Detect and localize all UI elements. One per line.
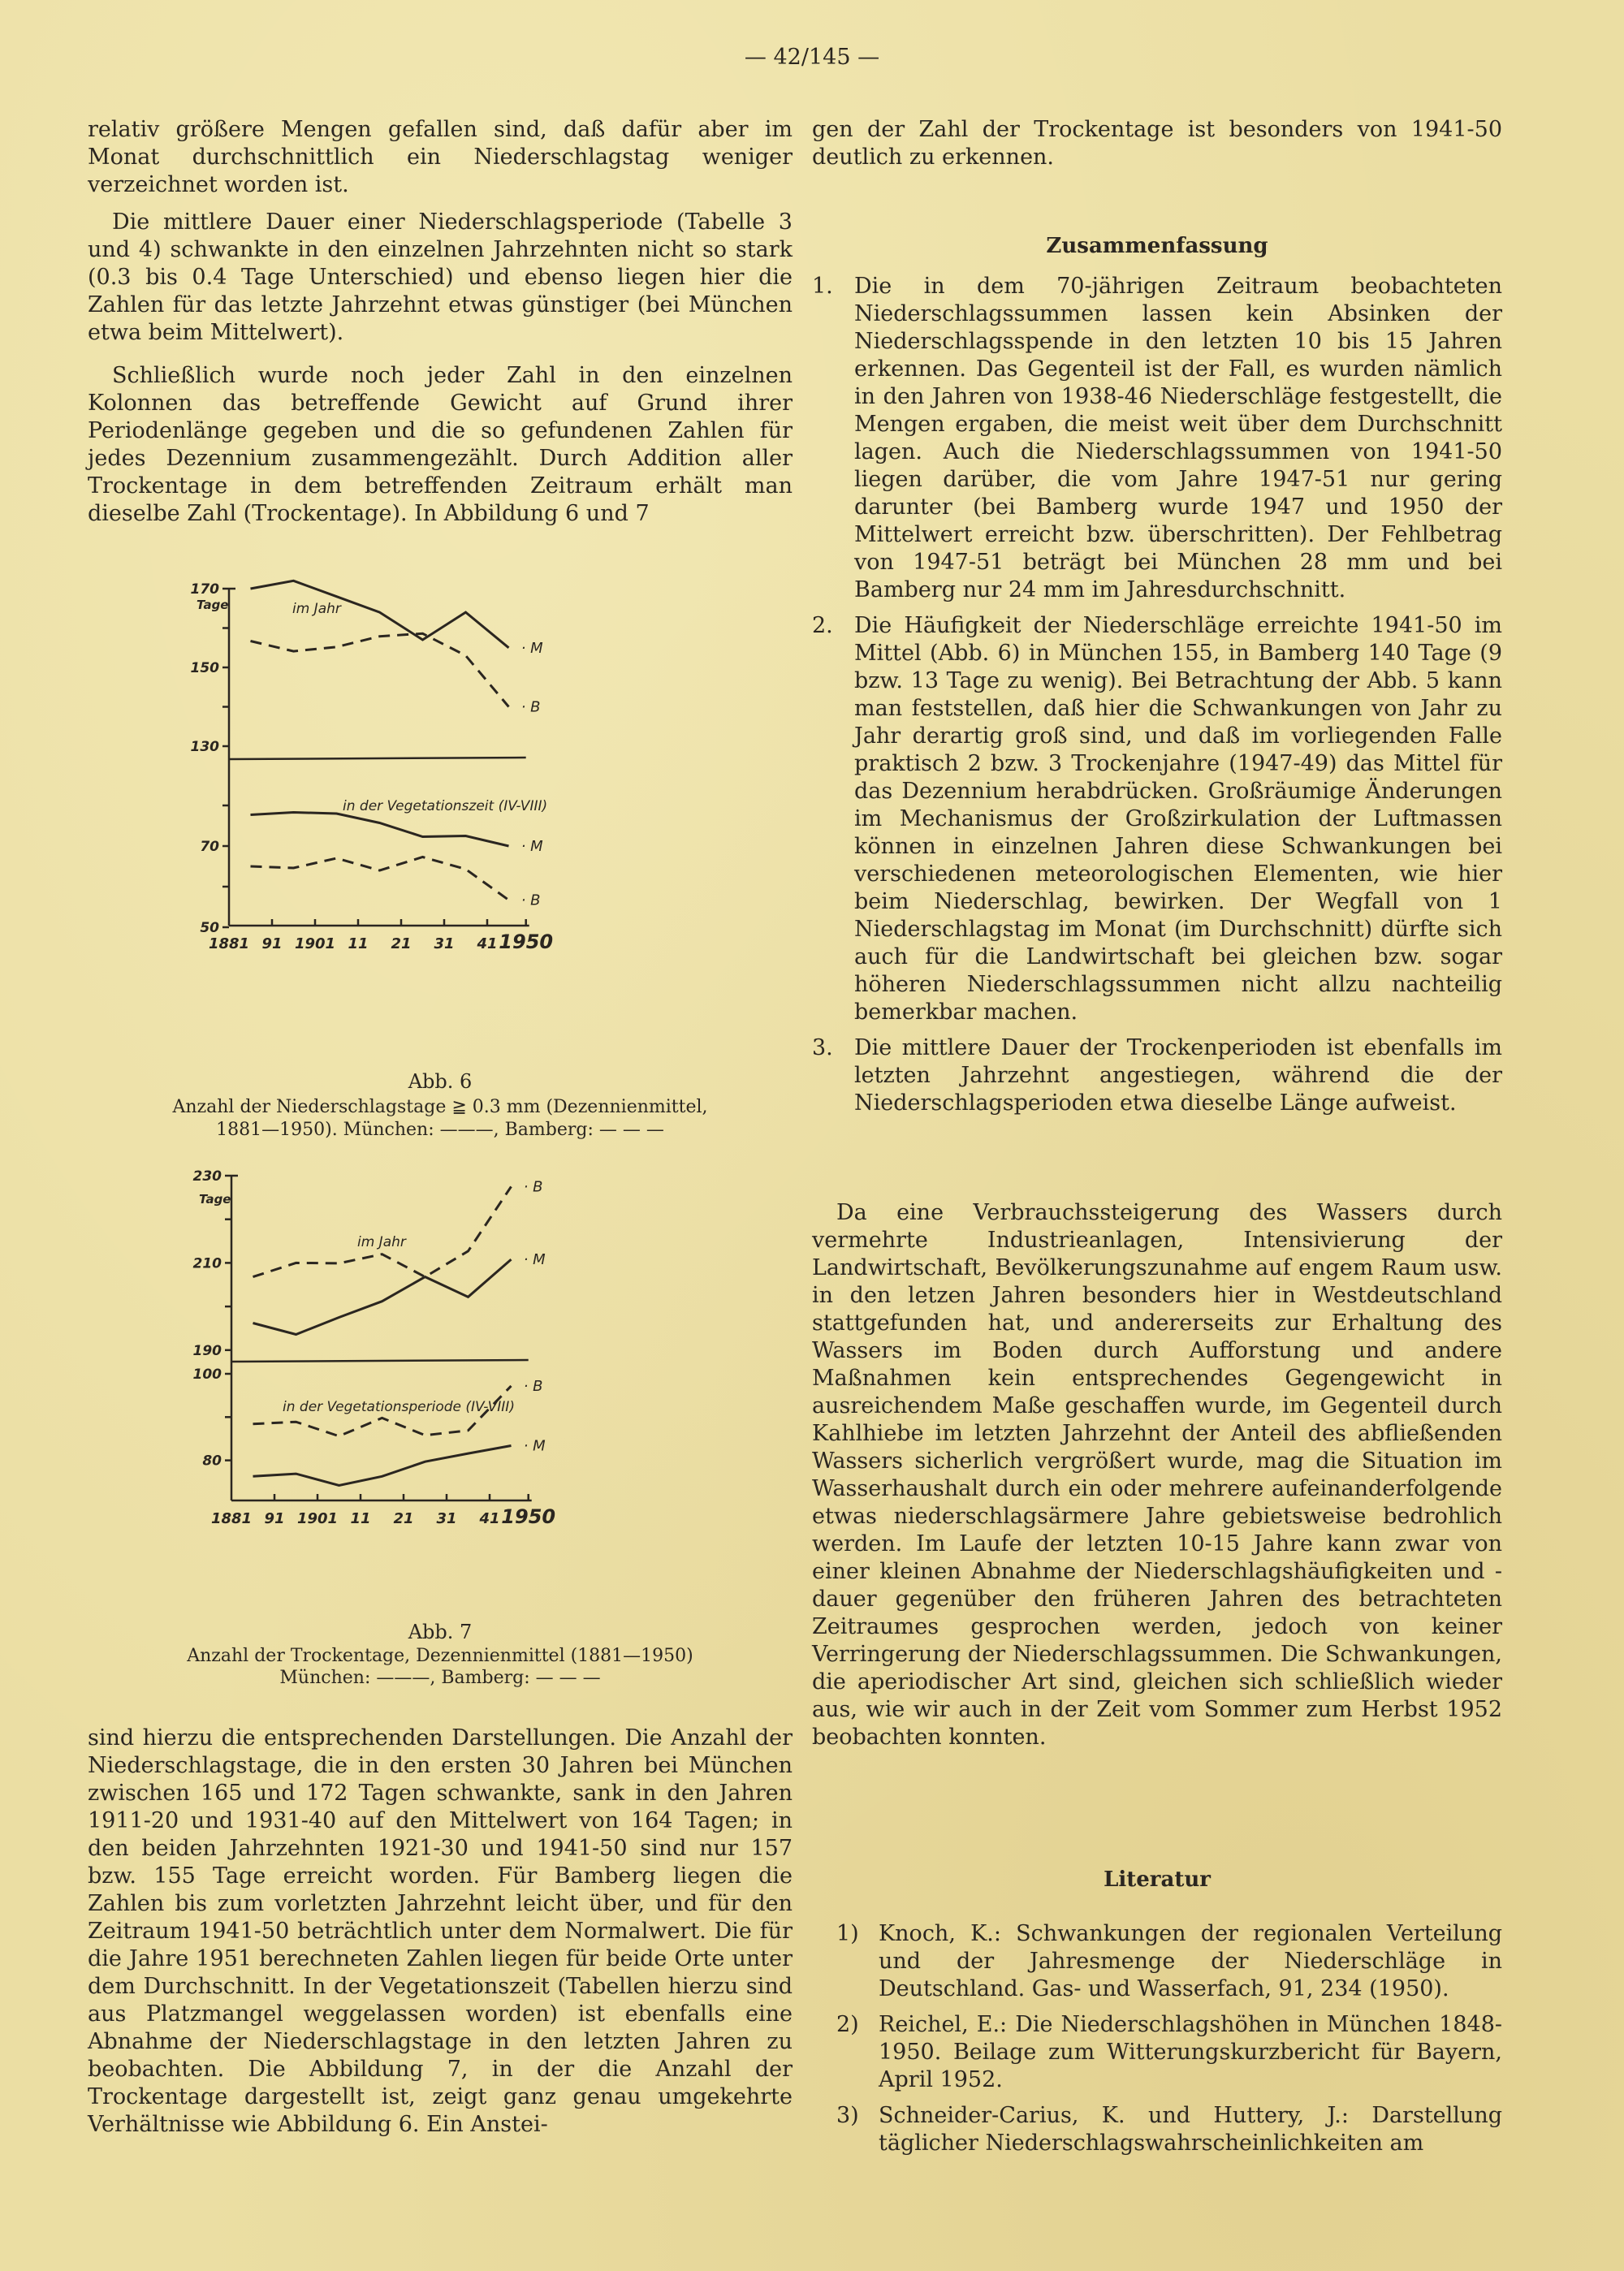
y-tick-label: 70 — [200, 839, 219, 855]
series-line-bamberg — [253, 1186, 512, 1276]
x-tick-label: 31 — [436, 1510, 457, 1527]
left-paragraph-3: Schließlich wurde noch jeder Zahl in den einzelnen Kolonnen das betreffende Gewicht auf Grund ihrer Periodenlänge gegeben und die so gefundenen Zahlen für jedes Dezennium zusammengezählt. Durch Addition aller Trockentage in dem betreffenden Zeitraum erhält man dieselbe Zahl (Trockentage). In Abbildung 6 und 7 — [88, 363, 793, 526]
x-tick-label: 1881 — [210, 1510, 253, 1527]
summary-item-text: Die in dem 70-jährigen Zeitraum beobachteten Niederschlagssummen lassen kein Absinken der Niederschlagsspende in den letzten 10 bis 15 Jahren erkennen. Das Gegenteil ist der Fall, es wurden nämlich in den Jahren von 1938-46 Niederschläge festgestellt, die Mengen ergaben, die meist weit über dem Durchschnitt lagen. Auch die Niederschlagssummen von 1941-50 liegen darüber, die vom Jahre 1947-51 nur gering darunter (bei Bamberg wurde 1947 und 1950 der Mittelwert erreicht bzw. überschritten). Der Fehlbetrag von 1947-51 beträgt bei München 28 mm und bei Bamberg nur 24 mm im Jahresdurchschnitt. — [854, 274, 1502, 602]
summary-item — [812, 1034, 1502, 1117]
series-line-bamberg — [251, 633, 509, 706]
panel-label: in der Vegetationsperiode (IV-VIII) — [283, 1399, 515, 1415]
series-end-label: · B — [520, 892, 541, 909]
left-paragraph-4: sind hierzu die entsprechenden Darstellungen. Die Anzahl der Niederschlagstage, die in den ersten 30 Jahren bei München zwischen 165 und 172 Tagen schwankte, sank in den Jahren 1911-20 und 1931-40 auf den Mittelwert von 164 Tagen; in den beiden Jahrzehnten 1921-30 und 1941-50 sind nur 157 bzw. 155 Tage erreicht worden. Für Bamberg liegen die Zahlen bis zum vorletzten Jahrzehnt leicht über, und für den Zeitraum 1941-50 beträchtlich unter dem Normalwert. Die für die Jahre 1951 berechneten Zahlen liegen für beide Orte unter dem Durchschnitt. In der Vegetationszeit (Tabellen hierzu sind aus Platzmangel weggelassen worden) ist ebenfalls eine Abnahme der Niederschlagstage in den letzten Jahren zu beobachten. Die Abbildung 7, in der die Anzahl der Trockentage dargestellt ist, zeigt ganz genau umgekehrte Verhältnisse wie Abbildung 6. Ein Anstei- — [88, 1725, 793, 2137]
x-tick-label: 1950 — [499, 930, 554, 953]
x-tick-label: 11 — [350, 1510, 371, 1527]
series-end-label: · B — [520, 698, 541, 716]
x-tick-label: 91 — [264, 1510, 285, 1527]
series-line-münchen — [253, 1259, 512, 1334]
x-tick-label: 1881 — [208, 935, 250, 952]
y-axis-unit-label: Tage — [197, 598, 229, 612]
figure-6-chart — [162, 568, 731, 1056]
y-tick-label: 150 — [190, 660, 219, 676]
panel-separator-line — [229, 758, 526, 759]
series-end-label: · M — [520, 639, 543, 657]
panel-label: im Jahr — [292, 601, 341, 617]
series-end-label: · B — [523, 1377, 543, 1395]
x-tick-label: 41 — [477, 935, 498, 952]
reference-list — [836, 1920, 1502, 2157]
series-end-label: · M — [523, 1437, 546, 1455]
reference-number: 1) — [836, 1921, 859, 1946]
reference-text: Reichel, E.: Die Niederschlagshöhen in München 1848-1950. Beilage zum Witterungskurzbericht für Bayern, April 1952. — [879, 2012, 1502, 2092]
reference-text: Schneider-Carius, K. und Huttery, J.: Darstellung täglicher Niederschlagswahrscheinlichkeiten am — [879, 2103, 1502, 2156]
summary-item-number: 3. — [812, 1035, 833, 1060]
panel-label: im Jahr — [357, 1234, 406, 1250]
panel-separator-line — [231, 1360, 529, 1362]
y-tick-label: 130 — [190, 739, 219, 755]
y-tick-label: 80 — [202, 1453, 222, 1470]
figure-7-caption-line-1: Anzahl der Trockentage, Dezennienmittel (1881—1950) — [187, 1646, 693, 1666]
figure-7-label: Abb. 7 — [408, 1621, 473, 1643]
series-line-münchen — [251, 813, 509, 847]
series-end-label: · M — [523, 1251, 546, 1269]
reference-number: 3) — [836, 2103, 859, 2128]
x-tick-label: 21 — [393, 1510, 414, 1527]
y-tick-label: 210 — [192, 1255, 222, 1272]
summary-item-text: Die Häufigkeit der Niederschläge erreichte 1941-50 im Mittel (Abb. 6) in München 155, in Bamberg 140 Tage (9 bzw. 13 Tage zu wenig). Bei Betrachtung der Abb. 5 kann man feststellen, daß hier die Schwankungen von Jahr zu Jahr derartig groß sind, und daß im vorliegenden Falle praktisch 2 bzw. 3 Trockenjahre (1947-49) das Mittel für das Dezennium herabdrücken. Großräumige Änderungen im Mechanismus der Großzirkulation der Luftmassen können in einzelnen Jahren diese Schwankungen bei verschiedenen meteorologischen Elementen, wie hier beim Niederschlag, bewirken. Der Wegfall von 1 Niederschlagstag im Monat (im Durchschnitt) dürfte sich auch für die Landwirtschaft bei gleichen bzw. sogar höheren Niederschlagssummen nicht allzu nachteilig bemerkbar machen. — [854, 613, 1502, 1025]
figure-7-chart — [162, 1161, 731, 1624]
summary-item — [812, 612, 1502, 1026]
summary-item — [812, 273, 1502, 604]
y-axis-unit-label: Tage — [199, 1192, 231, 1207]
figure-6-label: Abb. 6 — [408, 1070, 473, 1093]
series-end-label: · M — [520, 838, 543, 855]
summary-item-number: 2. — [812, 613, 833, 638]
y-tick-label: 190 — [192, 1342, 222, 1359]
x-tick-label: 1901 — [296, 1510, 339, 1527]
x-tick-label: 41 — [479, 1510, 500, 1527]
series-line-bamberg — [251, 857, 509, 900]
x-tick-label: 11 — [348, 935, 369, 952]
figure-6-caption-line-2: 1881—1950). München: ———, Bamberg: — — — — [216, 1120, 664, 1140]
reference-number: 2) — [836, 2012, 859, 2037]
right-paragraph-1: gen der Zahl der Trockentage ist besonders von 1941-50 deutlich zu erkennen. — [812, 117, 1502, 170]
literature-heading: Literatur — [1104, 1867, 1211, 1892]
reference-text: Knoch, K.: Schwankungen der regionalen Verteilung und der Jahresmenge der Niederschläge in Deutschland. Gas- und Wasserfach, 91, 234 (1950). — [879, 1921, 1502, 2001]
reference-item — [836, 2011, 1502, 2094]
x-tick-label: 21 — [391, 935, 412, 952]
left-paragraph-2: Die mittlere Dauer einer Niederschlagsperiode (Tabelle 3 und 4) schwankte in den einzelnen Jahrzehnten nicht so stark (0.3 bis 0.4 Tage Unterschied) und ebenso liegen hier die Zahlen für das letzte Jahrzehnt etwas günstiger (bei München etwa beim Mittelwert). — [88, 209, 793, 345]
panel-label: in der Vegetationszeit (IV-VIII) — [343, 798, 548, 814]
y-tick-label: 100 — [192, 1366, 222, 1383]
y-tick-label: 50 — [200, 920, 219, 936]
series-end-label: · B — [523, 1178, 543, 1196]
page-number: — 42/145 — — [744, 45, 880, 70]
right-paragraph-2: Da eine Verbrauchssteigerung des Wassers durch vermehrte Industrieanlagen, Intensivierung der Landwirtschaft, Bevölkerungszunahme auf engem Raum usw. in den letzen Jahren besonders hier in Westdeutschland stattgefunden hat, und andererseits zur Erhaltung des Wassers im Boden durch Aufforstung und andere Maßnahmen kein entsprechendes Gegengewicht in ausreichendem Maße geschaffen wurde, im Gegenteil durch Kahlhiebe im letzten Jahrzehnt der Anteil des abfließenden Wassers sicherlich vergrößert wurde, mag die Situation im Wasserhaushalt durch ein oder mehrere aufeinanderfolgende etwas niederschlagsärmere Jahre gebietsweise bedrohlich werden. Im Laufe der letzten 10-15 Jahre kann zwar von einer kleinen Abnahme der Niederschlagshäufigkeiten und -dauer gegenüber den früheren Jahren des betrachteten Zeitraumes gesprochen werden, jedoch von keiner Verringerung der Niederschlagssummen. Die Schwankungen, die aperiodischer Art sind, gleichen sich schließlich wieder aus, wie wir auch in der Zeit vom Sommer zum Herbst 1952 beobachten konnten. — [812, 1200, 1502, 1750]
summary-item-text: Die mittlere Dauer der Trockenperioden ist ebenfalls im letzten Jahrzehnt angestiegen, während die der Niederschlagsperioden etwa dieselbe Länge aufweist. — [854, 1035, 1502, 1116]
series-line-münchen — [253, 1446, 512, 1486]
y-tick-label: 170 — [190, 581, 219, 598]
x-tick-label: 91 — [261, 935, 283, 952]
left-paragraph-1: relativ größere Mengen gefallen sind, daß dafür aber im Monat durchschnittlich ein Niederschlagstag weniger verzeichnet worden ist. — [88, 117, 793, 197]
reference-item — [836, 2102, 1502, 2157]
reference-item — [836, 1920, 1502, 2003]
summary-list — [812, 273, 1502, 1117]
figure-6-caption-line-1: Anzahl der Niederschlagstage ≧ 0.3 mm (Dezennienmittel, — [172, 1097, 708, 1117]
summary-heading: Zusammenfassung — [1046, 234, 1268, 258]
summary-item-number: 1. — [812, 274, 833, 299]
x-tick-label: 1950 — [501, 1505, 556, 1528]
x-tick-label: 31 — [434, 935, 455, 952]
series-line-münchen — [251, 581, 509, 648]
y-tick-label: 230 — [192, 1168, 222, 1185]
figure-7-caption-line-2: München: ———, Bamberg: — — — — [279, 1668, 601, 1688]
x-tick-label: 1901 — [294, 935, 336, 952]
